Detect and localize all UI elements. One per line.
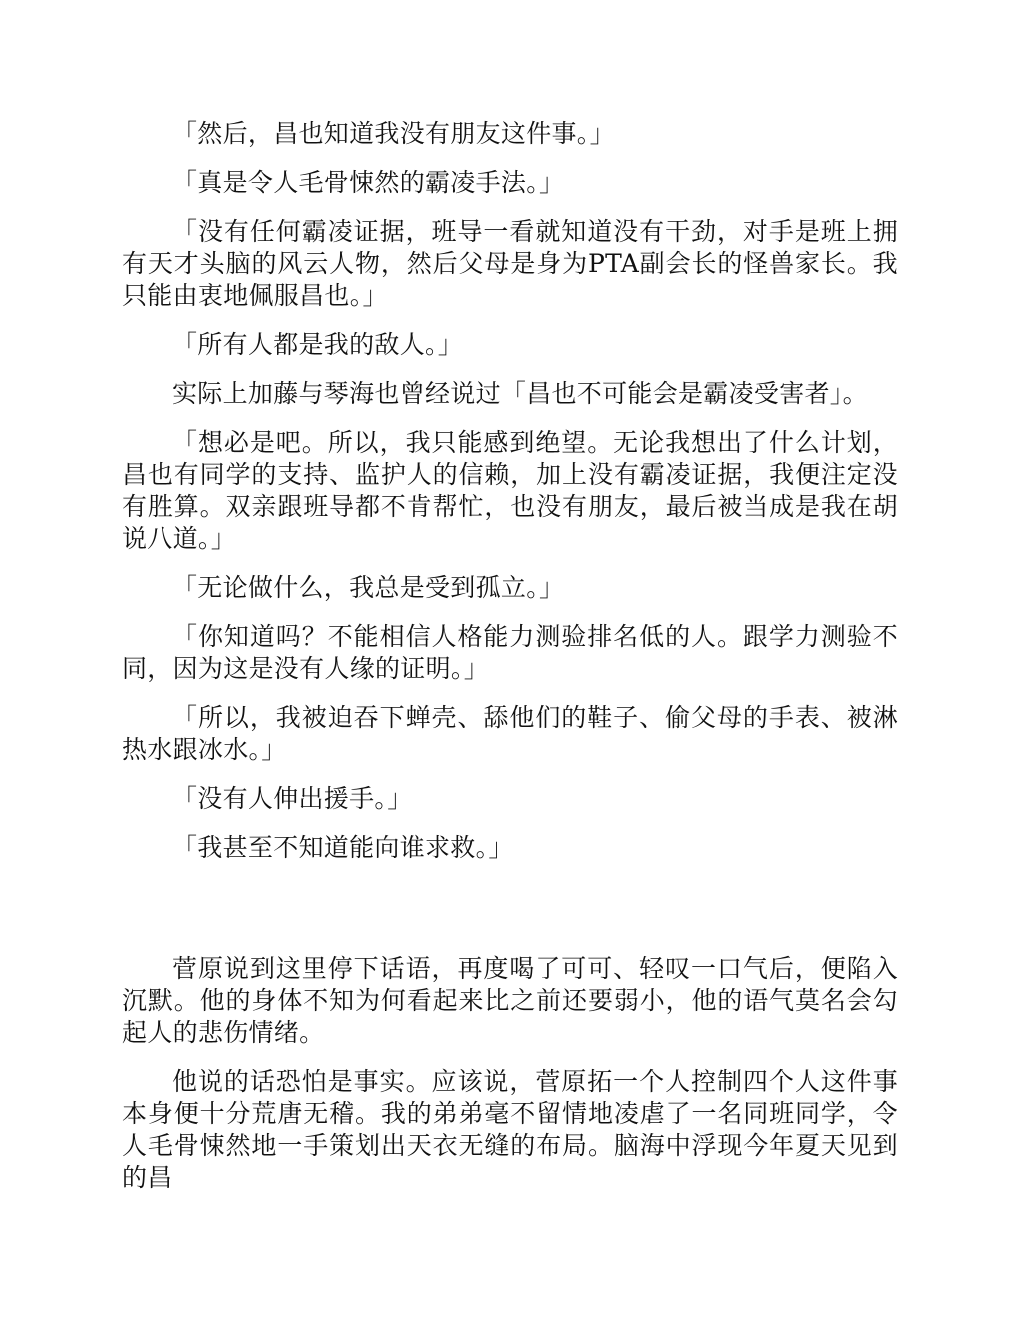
paragraph: 「你知道吗？不能相信人格能力测验排名低的人。跟学力测验不同，因为这是没有人缘的证明。」 [122, 622, 898, 683]
paragraph: 「所有人都是我的敌人。」 [172, 330, 464, 359]
paragraph: 实际上加藤与琴海也曾经说过「昌也不可能会是霸凌受害者」。 [172, 379, 868, 408]
paragraph: 菅原说到这里停下话语，再度喝了可可、轻叹一口气后，便陷入沉默。他的身体不知为何看起来比之前还要弱小，他的语气莫名会勾起人的悲伤情绪。 [122, 954, 898, 1047]
paragraph: 「没有人伸出援手。」 [172, 784, 413, 813]
section-break [122, 881, 898, 953]
paragraph: 「所以，我被迫吞下蝉壳、舔他们的鞋子、偷父母的手表、被淋热水跟冰水。」 [122, 703, 898, 764]
paragraph: 「然后，昌也知道我没有朋友这件事。」 [172, 119, 615, 148]
paragraph: 「我甚至不知道能向谁求救。」 [172, 833, 514, 862]
paragraph: 「想必是吧。所以，我只能感到绝望。无论我想出了什么计划，昌也有同学的支持、监护人的信赖，加上没有霸凌证据，我便注定没有胜算。双亲跟班导都不肯帮忙，也没有朋友，最后被当成是我在胡说八道。」 [122, 428, 898, 553]
paragraph: 「真是令人毛骨悚然的霸凌手法。」 [172, 168, 565, 197]
paragraph: 他说的话恐怕是事实。应该说，菅原拓一个人控制四个人这件事本身便十分荒唐无稽。我的弟弟毫不留情地凌虐了一名同班同学，令人毛骨悚然地一手策划出天衣无缝的布局。脑海中浮现今年夏天见到的昌 [122, 1067, 898, 1192]
paragraph: 「无论做什么，我总是受到孤立。」 [172, 573, 565, 602]
paragraph: 「没有任何霸凌证据，班导一看就知道没有干劲，对手是班上拥有天才头脑的风云人物，然后父母是身为PTA副会长的怪兽家长。我只能由衷地佩服昌也。」 [122, 217, 898, 310]
document-body [122, 118, 898, 1211]
